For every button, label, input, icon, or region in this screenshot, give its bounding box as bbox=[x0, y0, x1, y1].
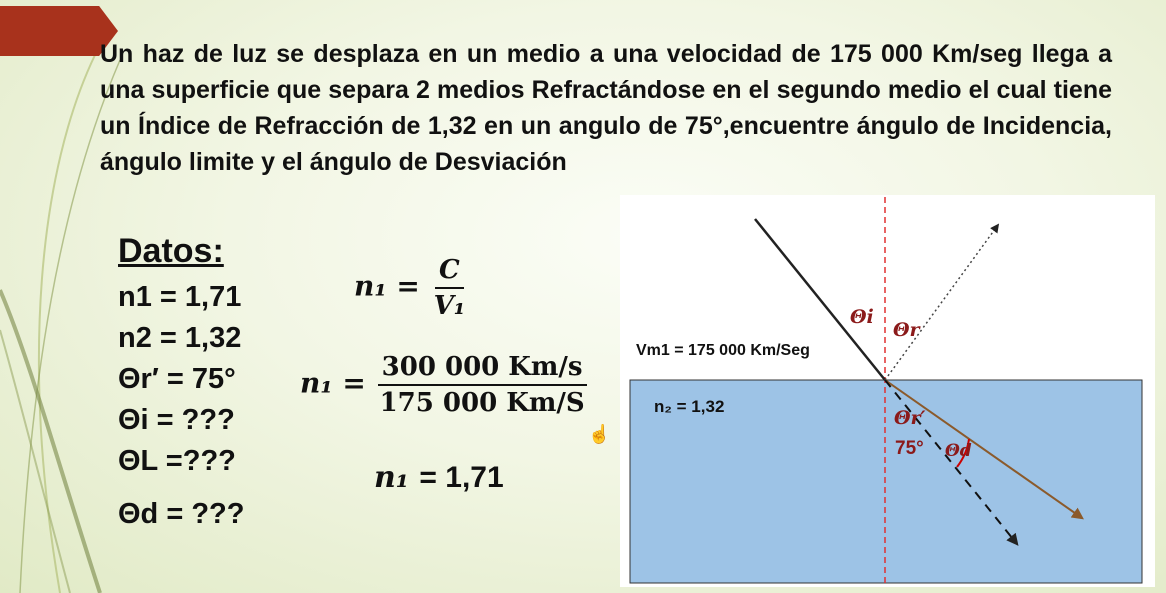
problem-statement: Un haz de luz se desplaza en un medio a una velocidad de 175 000 Km/seg llega a una superficie que separa 2 medios Refractándose en el segundo medio el cual tiene un Índice de Refracción de 1,32 en un angulo de 75°,encuentre ángulo de Incidencia, ángulo limite y el ángulo de Desviación bbox=[100, 40, 1112, 176]
n2-label: n₂ = 1,32 bbox=[654, 397, 725, 416]
eq2-denominator: 175 000 Km/S bbox=[379, 388, 585, 418]
datos-theta-i: Θi = ??? bbox=[118, 404, 235, 436]
equation-n1-substitution bbox=[300, 352, 589, 418]
theta-d-label: Θd bbox=[945, 441, 972, 461]
eq3-rhs: = 1,71 bbox=[419, 461, 504, 494]
datos-n2: n2 = 1,32 bbox=[118, 322, 242, 354]
reflected-ray bbox=[885, 225, 998, 380]
equation-n1-definition bbox=[354, 255, 469, 321]
eq1-denominator: V₁ bbox=[433, 291, 466, 321]
angle-75-label: 75° bbox=[895, 438, 924, 459]
refraction-diagram-svg bbox=[620, 195, 1155, 587]
datos-panel bbox=[118, 232, 244, 535]
hand-cursor-icon: ☝ bbox=[588, 424, 611, 444]
datos-theta-r-prime: Θr′ = 75° bbox=[118, 363, 236, 395]
datos-title: Datos: bbox=[118, 232, 224, 270]
theta-i-label: Θi bbox=[850, 306, 874, 328]
datos-theta-d: Θd = ??? bbox=[118, 498, 245, 530]
datos-n1: n1 = 1,71 bbox=[118, 281, 242, 313]
eq1-lhs: n₁ = bbox=[354, 269, 420, 303]
eq1-numerator: C bbox=[435, 255, 464, 289]
equation-n1-result bbox=[374, 460, 504, 495]
datos-theta-l: ΘL =??? bbox=[118, 445, 236, 477]
refraction-diagram bbox=[620, 195, 1155, 587]
theta-r-label: Θr bbox=[893, 319, 920, 341]
eq2-lhs: n₁ = bbox=[300, 366, 366, 400]
velocity-label: Vm1 = 175 000 Km/Seg bbox=[636, 342, 810, 359]
eq2-numerator: 300 000 Km/s bbox=[378, 352, 587, 386]
eq3-lhs: n₁ bbox=[374, 460, 409, 495]
theta-r-prime-label: Θr′ bbox=[894, 407, 926, 429]
